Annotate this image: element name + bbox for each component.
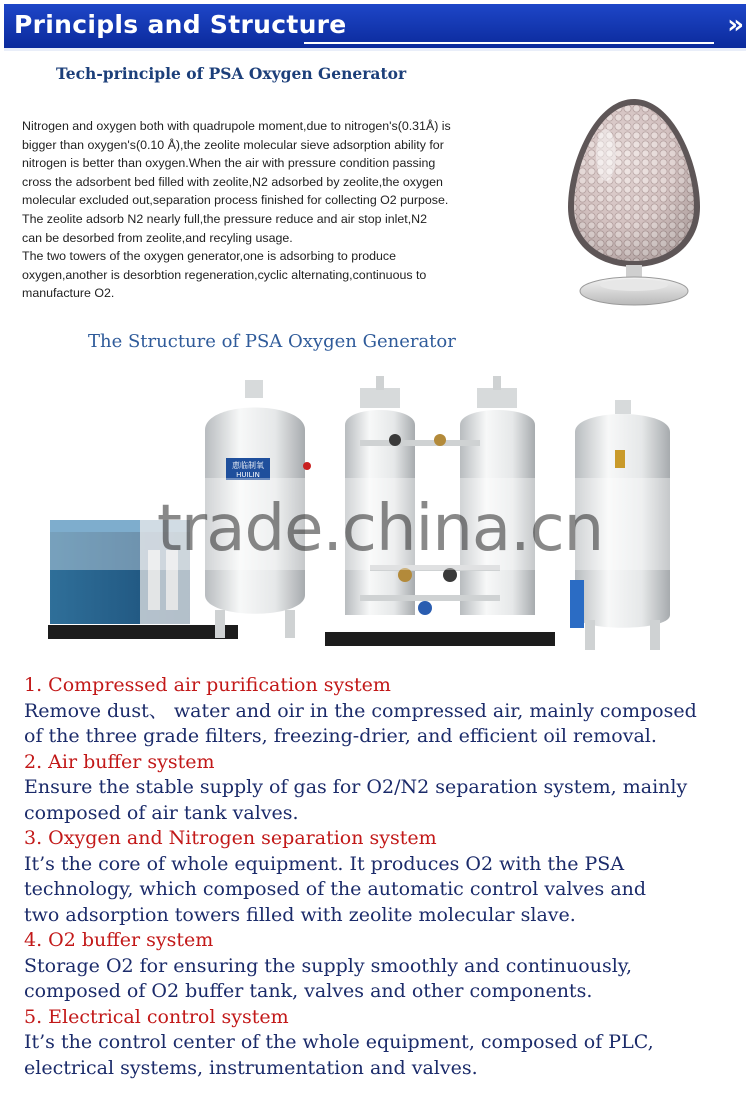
structure-items-list <box>24 673 736 1081</box>
list-item <box>24 928 736 1005</box>
item-desc-line: Ensure the stable supply of gas for O2/N2 separation system, mainly <box>24 776 688 798</box>
page-header <box>0 0 750 56</box>
page-title: Principls and Structure <box>14 10 347 39</box>
watermark-text: trade.china.cn <box>156 492 604 566</box>
item-desc-line: of the three grade filters, freezing-drier, and efficient oil removal. <box>24 725 657 747</box>
item-desc-line: composed of O2 buffer tank, valves and other components. <box>24 980 593 1002</box>
item-desc-line: technology, which composed of the automatic control valves and <box>24 878 647 900</box>
item-title: 1. Compressed air purification system <box>24 674 391 696</box>
structure-title: The Structure of PSA Oxygen Generator <box>88 331 456 352</box>
tank-brand-label-en: HUILIN <box>236 471 260 479</box>
header-divider-line <box>304 42 714 44</box>
paragraph-line: oxygen,another is desorbtion regeneration,cyclic alternating,continuous to <box>22 267 427 282</box>
zeolite-sieve-image <box>560 95 708 310</box>
list-item <box>24 1005 736 1082</box>
paragraph-line: cross the adsorbent bed filled with zeolite,N2 adsorbed by zeolite,the oxygen <box>22 174 443 189</box>
paragraph-line: Nitrogen and oxygen both with quadrupole moment,due to nitrogen's(0.31Å) is <box>22 119 451 133</box>
paragraph-line: nitrogen is better than oxygen.When the air with pressure condition passing <box>22 156 436 171</box>
item-title: 4. O2 buffer system <box>24 929 214 951</box>
item-title: 3. Oxygen and Nitrogen separation system <box>24 827 437 849</box>
item-desc-line: It’s the control center of the whole equipment, composed of PLC, <box>24 1031 654 1053</box>
paragraph-line: bigger than oxygen's(0.10 Å),the zeolite molecular sieve adsorption ability for <box>22 137 444 152</box>
tech-principle-title: Tech-principle of PSA Oxygen Generator <box>56 64 407 83</box>
paragraph-line: manufacture O2. <box>22 286 115 301</box>
item-desc-line: Remove dust、 water and oir in the compressed air, mainly composed <box>24 699 697 722</box>
double-chevron-right-icon: » <box>727 10 738 40</box>
item-desc-line: two adsorption towers filled with zeolite molecular slave. <box>24 903 576 926</box>
item-desc-line: It’s the core of whole equipment. It produces O2 with the PSA <box>24 852 625 875</box>
paragraph-line: The two towers of the oxygen generator,one is adsorbing to produce <box>22 249 397 264</box>
paragraph-line: The zeolite adsorb N2 nearly full,the pressure reduce and air stop inlet,N2 <box>22 211 427 226</box>
item-desc-line: Storage O2 for ensuring the supply smoothly and continuously, <box>24 954 633 977</box>
tank-brand-label-cn: 惠临制氧 <box>232 461 264 470</box>
item-desc-line: electrical systems, instrumentation and valves. <box>24 1056 478 1079</box>
list-item <box>24 750 736 827</box>
item-title: 2. Air buffer system <box>24 750 215 773</box>
item-desc-line: composed of air tank valves. <box>24 801 299 824</box>
header-bar <box>4 4 746 51</box>
tech-principle-paragraph <box>22 117 527 303</box>
list-item <box>24 673 736 750</box>
paragraph-line: can be desorbed from zeolite,and recyling usage. <box>22 230 293 245</box>
list-item <box>24 826 736 928</box>
paragraph-line: molecular excluded out,separation process finished for collecting O2 purpose. <box>22 193 449 208</box>
item-title: 5. Electrical control system <box>24 1005 289 1028</box>
